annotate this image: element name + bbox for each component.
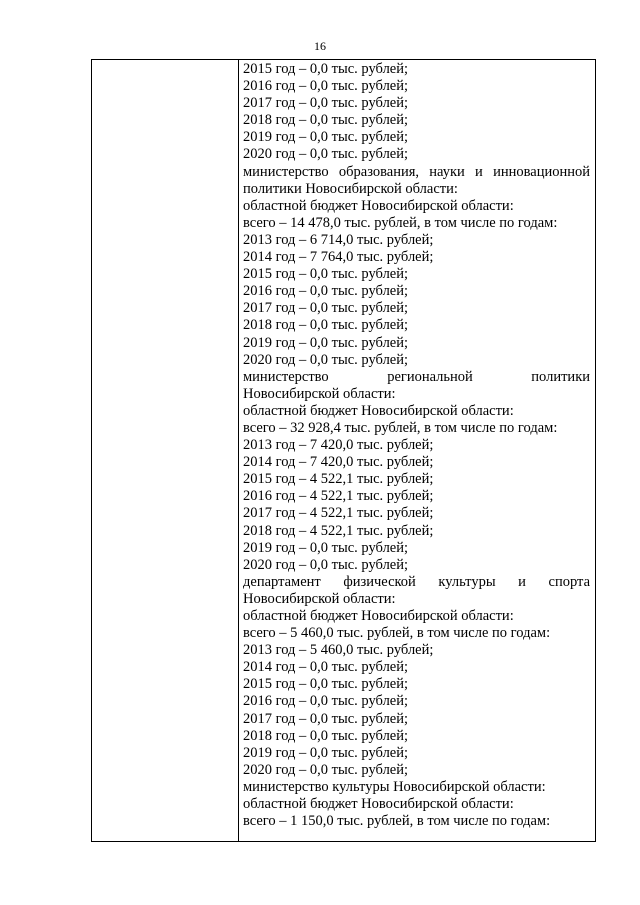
text-line: Новосибирской области: [243,590,396,607]
text-line: 2017 год – 0,0 тыс. рублей; [243,710,409,727]
text-line: всего – 5 460,0 тыс. рублей, в том числе по годам: [243,625,551,642]
text-line: 2018 год – 0,0 тыс. рублей; [243,112,409,129]
text-line: политики Новосибирской области: [243,180,458,197]
text-line: 2015 год – 0,0 тыс. рублей; [243,61,409,77]
text-line: 2018 год – 0,0 тыс. рублей; [243,727,409,744]
text-line: 2015 год – 0,0 тыс. рублей; [243,266,409,283]
text-line: министерство культуры Новосибирской области: [243,778,546,795]
text-line: 2013 год – 5 460,0 тыс. рублей; [243,642,434,659]
text-line: 2019 год – 0,0 тыс. рублей; [243,129,409,146]
text-line: 2013 год – 6 714,0 тыс. рублей; [243,231,434,248]
text-line: областной бюджет Новосибирской области: [243,796,514,813]
text-line: 2018 год – 4 522,1 тыс. рублей; [243,522,434,539]
text-line: 2016 год – 0,0 тыс. рублей; [243,78,409,95]
page-number: 16 [314,39,326,53]
text-line: 2020 год – 0,0 тыс. рублей; [243,146,409,163]
text-line: 2014 год – 7 764,0 тыс. рублей; [243,249,434,266]
text-line: 2014 год – 0,0 тыс. рублей; [243,659,409,676]
column-divider [238,60,239,841]
text-line: 2018 год – 0,0 тыс. рублей; [243,317,409,334]
text-line: 2019 год – 0,0 тыс. рублей; [243,539,409,556]
text-line: 2020 год – 0,0 тыс. рублей; [243,351,409,368]
text-line: 2020 год – 0,0 тыс. рублей; [243,761,409,778]
text-line: 2015 год – 4 522,1 тыс. рублей; [243,471,434,488]
text-line: всего – 14 478,0 тыс. рублей, в том числе по годам: [243,214,558,231]
text-line: Новосибирской области: [243,385,396,402]
text-line: всего – 1 150,0 тыс. рублей, в том числе по годам: [243,813,551,830]
text-line: 2019 год – 0,0 тыс. рублей; [243,744,409,761]
text-line: 2019 год – 0,0 тыс. рублей; [243,334,409,351]
text-line: 2017 год – 4 522,1 тыс. рублей; [243,505,434,522]
text-line: 2017 год – 0,0 тыс. рублей; [243,95,409,112]
right-cell [243,61,590,830]
text-line: министерство региональной политики [243,368,590,385]
funding-table [91,59,596,842]
text-line: всего – 32 928,4 тыс. рублей, в том числе по годам: [243,419,558,436]
text-line: областной бюджет Новосибирской области: [243,402,514,419]
text-line: 2014 год – 7 420,0 тыс. рублей; [243,454,434,471]
text-line: областной бюджет Новосибирской области: [243,197,514,214]
text-line: 2013 год – 7 420,0 тыс. рублей; [243,437,434,454]
text-line: департамент физической культуры и спорта [243,573,590,590]
text-line: 2016 год – 0,0 тыс. рублей; [243,693,409,710]
text-line: 2016 год – 4 522,1 тыс. рублей; [243,488,434,505]
text-line: министерство образования, науки и инновационной [243,163,590,180]
text-line: 2016 год – 0,0 тыс. рублей; [243,283,409,300]
text-line: 2017 год – 0,0 тыс. рублей; [243,300,409,317]
text-line: 2015 год – 0,0 тыс. рублей; [243,676,409,693]
text-line: областной бюджет Новосибирской области: [243,608,514,624]
text-line: 2020 год – 0,0 тыс. рублей; [243,556,409,573]
